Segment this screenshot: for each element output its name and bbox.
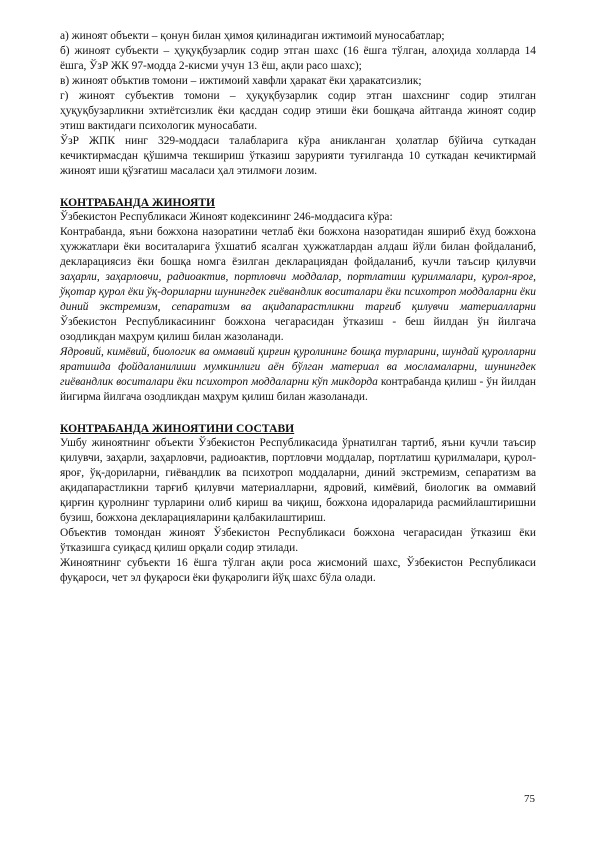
paragraph-article-329: ЎзР ЖПК нинг 329-моддаси талабларига кўра аникланган ҳолатлар бўйича суткадан кечиктирмасдан қўшимча текшириш ўтказиш зарурияти туғилганда 10 суткадан кечиктирмай жиноят иши қўзғатиш масаласи ҳал этилмоғи лозим. bbox=[60, 135, 536, 177]
text-italic: Ядровий, кимёвий, биологик ва оммавий қирғин қуролининг бошқа турларини, шундай қуролларни яратишда фойдаланилиши мумкинлиги аён бўлган материал ва мосламаларни, шунингдек гиёвандлик воситалари ёки психотроп моддаларни кўп микдорда bbox=[60, 346, 536, 388]
text-italic: заҳарли, заҳарловчи, радиоактив, портловчи моддалар, портлатиш қурилмалари, қурол-яроғ, ўқотар қурол ёки ўқ-дориларни шунингдек гиёвандлик воситалари ёки психотроп моддаларни ёки диний экстремизм, сепаратизм ва ақидапарастликни тарғиб қилувчи материалларни bbox=[60, 271, 536, 313]
document-page bbox=[60, 29, 536, 586]
page-number: 75 bbox=[524, 793, 535, 805]
paragraph-crime-objective: Объектив томондан жиноят Ўзбекистон Республикаси божхона чегарасидан ўтказиш ёки ўтказишга суиқасд қилиш орқали содир этилади. bbox=[60, 527, 536, 554]
paragraph-objective-side: в) жиноят объктив томони – ижтимоий хавфли ҳаракат ёки ҳаракатсизлик; bbox=[60, 75, 422, 87]
section-heading-contraband: КОНТРАБАНДА ЖИНОЯТИ bbox=[60, 196, 216, 209]
text-regular: контрабанда қилиш - ўн йилдан йигирма йилгача озодликдан маҳрум қилиш билан жазоланади. bbox=[60, 376, 536, 403]
paragraph-crime-object: Ушбу жиноятнинг объекти Ўзбекистон Республикасида ўрнатилган тартиб, яъни кучли таъсир қилувчи, заҳарли, заҳарловчи, радиоактив, портловчи моддалар, портлатиш қурилмалари, қурол-яроғ, ўқ-дориларни, гиёвандлик ва психотроп моддаларни, диний экстремизм, сепаратизм ва ақидапарастликни тарғиб қилувчи материалларни, ядровий, кимёвий, биологик ва оммавий қирғин қуролнинг турларини олиб кириш ва чиқиш, божхона идораларида расмийлаштиришни бузиш, божхона декларацияларини қалбакилаштириш. bbox=[60, 437, 536, 524]
paragraph-subject: б) жиноят субъекти – ҳуқуқбузарлик содир этган шахс (16 ёшга тўлган, алоҳида холларда 14 ёшга, ЎзР ЖК 97-модда 2-кисми учун 13 ёш, ақли расо шахс); bbox=[60, 45, 536, 72]
paragraph-code-intro: Ўзбекистон Республикаси Жиноят кодексининг 246-моддасига кўра: bbox=[60, 211, 393, 223]
paragraph-contraband-aggravated bbox=[60, 345, 536, 405]
paragraph-object: а) жиноят объекти – қонун билан ҳимоя қилинадиган ижтимоий муносабатлар; bbox=[60, 30, 445, 42]
text-regular: Контрабанда, яъни божхона назоратини четлаб ёки божхона назоратидан яшириб ёхуд божхона ҳужжатлари ёки воситаларига ўхшатиб ясалган ҳужжатлардан алдаш йўли билан фойдаланиб, декларациясиз ёки бошқа номга ёзилган декларациядан фойдаланиб, кучли таъсир қилувчи bbox=[60, 226, 536, 268]
paragraph-subjective-side: г) жиноят субъектив томони – ҳуқуқбузарлик содир этган шахснинг содир этилган ҳуқуқбузарликни эхтиётсизлик ёки қасддан содир этиши ёки бошқача айтганда жиноят содир этиш вактидаги психологик муносабати. bbox=[60, 90, 536, 132]
text-regular: Ўзбекистон Республикасининг божхона чегарасидан ўтказиш - беш йилдан ўн йилгача озодликдан маҳрум қилиш билан жазоланади. bbox=[60, 316, 536, 343]
paragraph-crime-subject: Жиноятнинг субъекти 16 ёшга тўлган ақли роса жисмоний шахс, Ўзбекистон Республикаси фуқароси, чет эл фуқароси ёки фуқаролиги йўқ шахс бўла олади. bbox=[60, 557, 536, 584]
paragraph-contraband-definition bbox=[60, 225, 536, 345]
section-heading-composition: КОНТРАБАНДА ЖИНОЯТИНИ СОСТАВИ bbox=[60, 422, 295, 435]
